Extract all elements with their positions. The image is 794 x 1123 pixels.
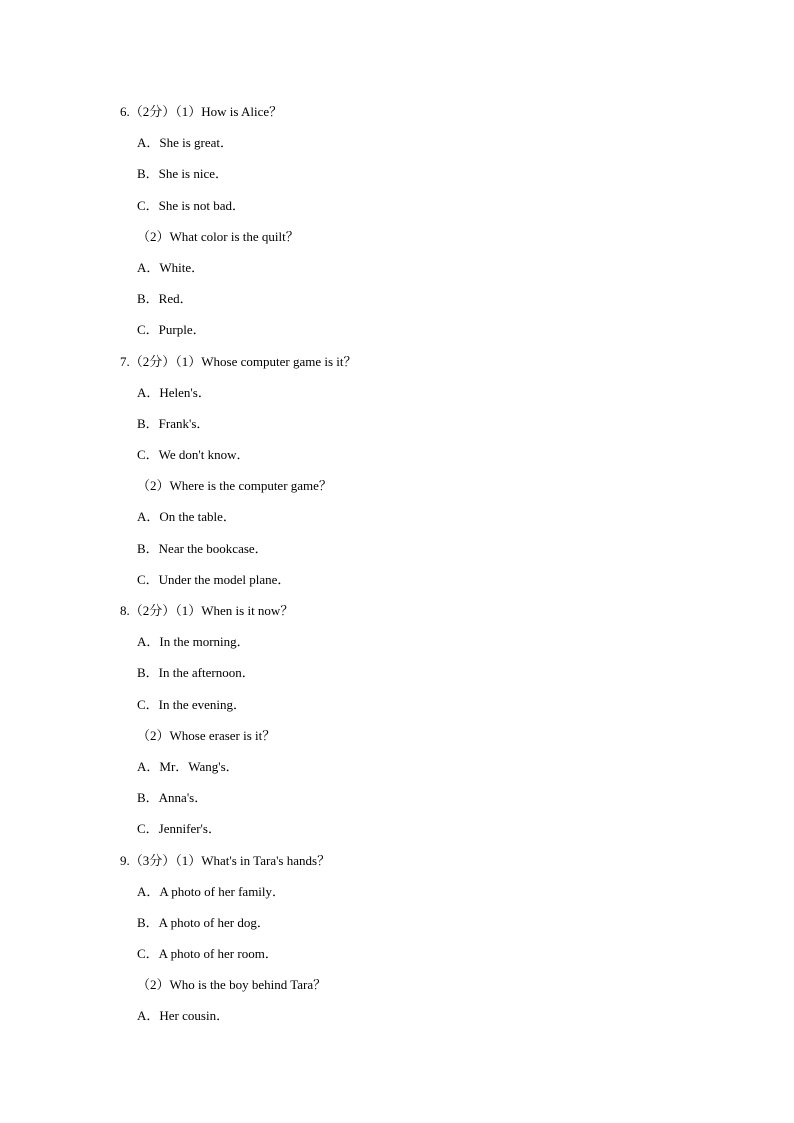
q8-2-option-c: C．Jennifer's． <box>137 821 221 837</box>
question-7-part-2: （2）Where is the computer game？ <box>137 478 332 494</box>
q7-2-option-b: B．Near the bookcase． <box>137 540 268 556</box>
question-6-part-2: （2）What color is the quilt？ <box>137 228 299 244</box>
q7-1-option-a: A．Helen's． <box>137 384 211 400</box>
q6-1-option-b: B．She is nice． <box>137 166 228 182</box>
q7-2-option-c: C．Under the model plane． <box>137 571 291 587</box>
q7-1-option-c: C．We don't know． <box>137 447 250 463</box>
q7-2-option-a: A．On the table． <box>137 509 236 525</box>
question-9-part-2: （2）Who is the boy behind Tara？ <box>137 977 327 993</box>
question-7-part-1: 7.（2分）（1）Whose computer game is it？ <box>120 353 357 369</box>
q8-1-option-a: A．In the morning． <box>137 634 250 650</box>
question-9-part-1: 9.（3分）（1）What's in Tara's hands？ <box>120 852 331 868</box>
q6-1-option-c: C．She is not bad． <box>137 197 245 213</box>
question-8-part-2: （2）Whose eraser is it？ <box>137 727 276 743</box>
q6-2-option-b: B．Red． <box>137 291 193 307</box>
q6-2-option-a: A．White． <box>137 259 205 275</box>
q8-2-option-b: B．Anna's． <box>137 790 208 806</box>
q9-1-option-c: C．A photo of her room． <box>137 946 278 962</box>
q6-2-option-c: C．Purple． <box>137 322 206 338</box>
q8-1-option-b: B．In the afternoon． <box>137 665 255 681</box>
exam-page <box>0 96 794 1032</box>
question-6-part-1: 6.（2分）（1）How is Alice？ <box>120 104 283 119</box>
q6-1-option-a: A．She is great． <box>137 135 234 151</box>
q9-2-option-a: A．Her cousin． <box>137 1008 230 1024</box>
question-8-part-1: 8.（2分）（1）When is it now？ <box>120 603 294 618</box>
q8-2-option-a: A．Mr．Wang's． <box>137 758 239 774</box>
q8-1-option-c: C．In the evening． <box>137 696 247 712</box>
q9-1-option-b: B．A photo of her dog． <box>137 914 270 930</box>
q7-1-option-b: B．Frank's． <box>137 415 210 431</box>
q9-1-option-a: A．A photo of her family． <box>137 883 286 899</box>
